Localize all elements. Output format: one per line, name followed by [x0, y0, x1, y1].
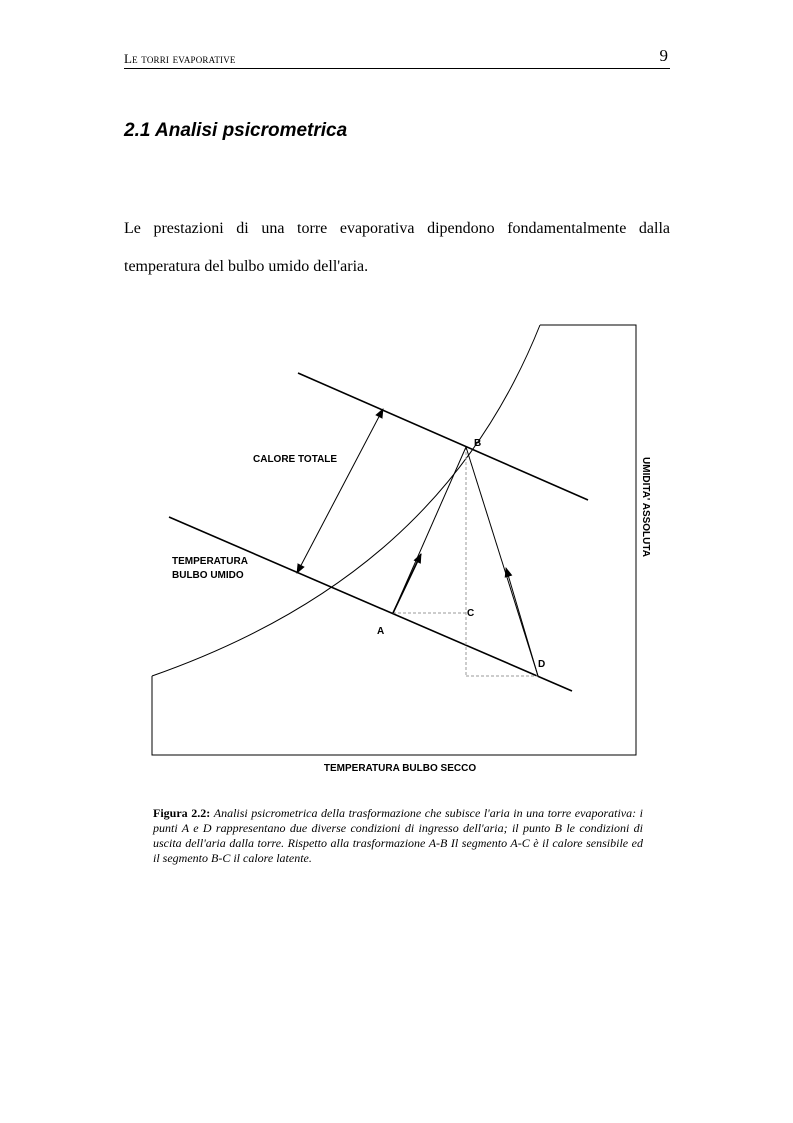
saturation-curve — [152, 325, 540, 676]
section-title: 2.1 Analisi psicrometrica — [124, 120, 348, 141]
label-temperatura-bulbo-umido-2: BULBO UMIDO — [172, 570, 244, 581]
running-title: Le torri evaporative — [124, 51, 236, 66]
transformation-d-b — [466, 447, 538, 676]
transformation-d-b-arrow — [506, 568, 538, 676]
point-label-b: B — [474, 438, 482, 449]
chart-frame — [152, 325, 636, 755]
caption-text: Analisi psicrometrica della trasformazione che subisce l'aria in una torre evaporativa: i punti A e D rappresentano due diverse condizioni di ingresso dell'aria; il punto B le condizioni di uscita dell'aria dalla torre. Rispetto alla trasformazione A-B Il segmento A-C è il calore sensibile ed il segmento B-C il calore latente. — [153, 806, 643, 865]
total-heat-arrow — [340, 409, 383, 491]
transformation-a-b-arrow — [393, 554, 421, 613]
point-label-a: A — [377, 626, 385, 637]
total-heat-arrow-lower — [297, 491, 340, 573]
label-temperatura-bulbo-umido-1: TEMPERATURA — [172, 556, 248, 567]
y-axis-label: UMIDITA' ASSOLUTA — [640, 457, 651, 557]
x-axis-label: TEMPERATURA BULBO SECCO — [323, 763, 477, 774]
lower-wet-bulb-line — [169, 517, 572, 691]
upper-wet-bulb-line — [298, 373, 588, 500]
point-label-d: D — [538, 659, 546, 670]
label-calore-totale: CALORE TOTALE — [253, 454, 338, 465]
page-number: 9 — [659, 46, 668, 65]
body-paragraph: Le prestazioni di una torre evaporativa dipendono fondamentalmente dalla temperatura del bulbo umido dell'aria. — [124, 220, 670, 275]
point-label-c: C — [467, 608, 475, 619]
figure-caption — [153, 806, 643, 866]
caption-label: Figura 2.2: — [153, 806, 211, 820]
